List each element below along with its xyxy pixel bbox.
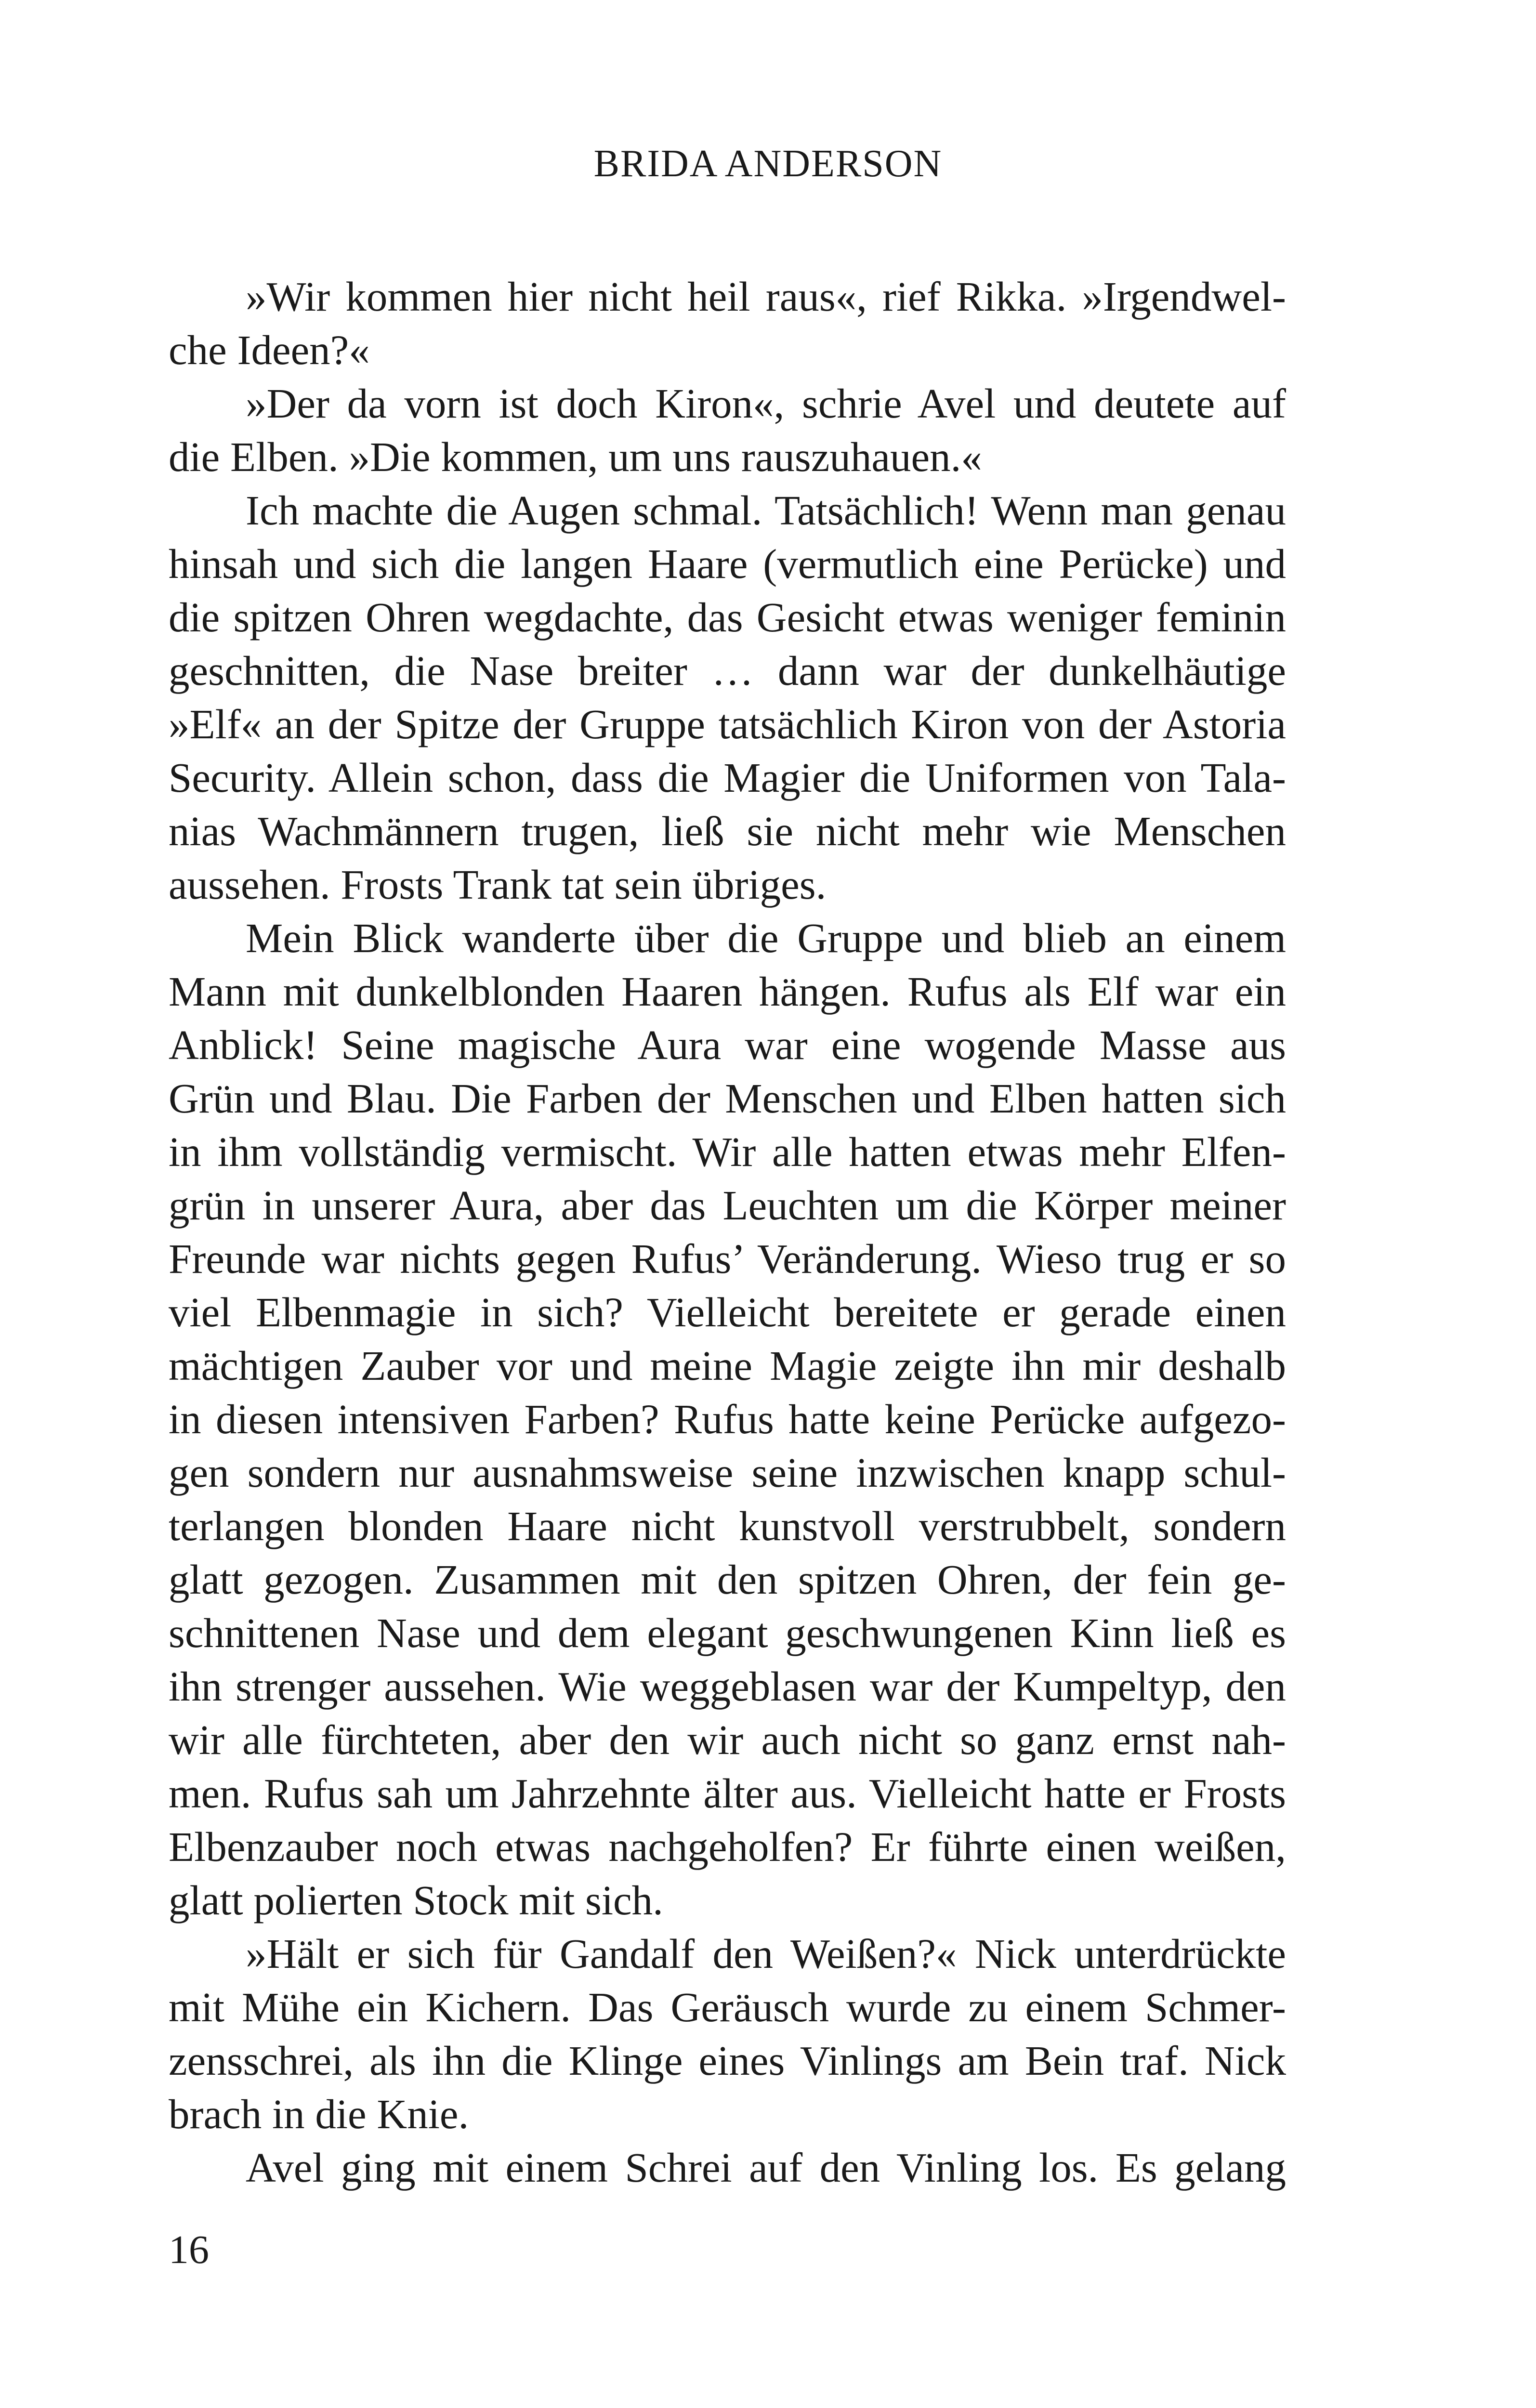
text-line: Avel ging mit einem Schrei auf den Vinling los. Es gelang — [246, 2144, 1286, 2191]
text-line: glatt gezogen. Zusammen mit den spitzen Ohren, der fein ge- — [169, 1556, 1286, 1603]
text-line: ihn strenger aussehen. Wie weggeblasen war der Kumpeltyp, den — [169, 1663, 1286, 1710]
text-line: grün in unserer Aura, aber das Leuchten um die Körper meiner — [169, 1182, 1286, 1229]
text-line: brach in die Knie. — [169, 2091, 469, 2137]
text-line: mit Mühe ein Kichern. Das Geräusch wurde zu einem Schmer- — [169, 1984, 1286, 2030]
text-line: men. Rufus sah um Jahrzehnte älter aus. Vielleicht hatte er Frosts — [169, 1770, 1286, 1817]
text-line: mächtigen Zauber vor und meine Magie zeigte ihn mir deshalb — [169, 1342, 1286, 1389]
text-line: »Der da vorn ist doch Kiron«, schrie Avel und deutete auf — [246, 380, 1286, 427]
text-line: viel Elbenmagie in sich? Vielleicht bereitete er gerade einen — [169, 1289, 1286, 1335]
text-line: glatt polierten Stock mit sich. — [169, 1877, 663, 1924]
body-text — [169, 270, 1286, 2194]
text-line: Freunde war nichts gegen Rufus’ Veränderung. Wieso trug er so — [169, 1235, 1286, 1282]
text-line: Security. Allein schon, dass die Magier die Uniformen von Tala- — [169, 754, 1286, 801]
text-line: zensschrei, als ihn die Klinge eines Vinlings am Bein traf. Nick — [169, 2037, 1286, 2084]
text-line: Anblick! Seine magische Aura war eine wogende Masse aus — [169, 1021, 1286, 1068]
text-line: gen sondern nur ausnahmsweise seine inzwischen knapp schul- — [169, 1449, 1286, 1496]
text-line: nias Wachmännern trugen, ließ sie nicht mehr wie Menschen — [169, 808, 1286, 854]
text-line: Ich machte die Augen schmal. Tatsächlich! Wenn man genau — [246, 487, 1286, 534]
text-line: die Elben. »Die kommen, um uns rauszuhauen.« — [169, 433, 982, 480]
text-line: che Ideen?« — [169, 327, 370, 373]
text-line: schnittenen Nase und dem elegant geschwungenen Kinn ließ es — [169, 1610, 1286, 1656]
text-line: »Hält er sich für Gandalf den Weißen?« Nick unterdrückte — [246, 1930, 1286, 1977]
page-number: 16 — [169, 2227, 209, 2272]
text-line: Grün und Blau. Die Farben der Menschen und Elben hatten sich — [169, 1075, 1286, 1122]
text-line: die spitzen Ohren wegdachte, das Gesicht etwas weniger feminin — [169, 594, 1286, 641]
text-line: Mann mit dunkelblonden Haaren hängen. Rufus als Elf war ein — [169, 968, 1286, 1015]
text-line: Elbenzauber noch etwas nachgeholfen? Er führte einen weißen, — [169, 1823, 1286, 1870]
text-line: Mein Blick wanderte über die Gruppe und blieb an einem — [246, 915, 1286, 961]
text-line: wir alle fürchteten, aber den wir auch nicht so ganz ernst nah- — [169, 1716, 1286, 1763]
text-line: »Wir kommen hier nicht heil raus«, rief Rikka. »Irgendwel- — [246, 273, 1286, 320]
text-line: »Elf« an der Spitze der Gruppe tatsächlich Kiron von der Astoria — [169, 701, 1286, 747]
text-line: in diesen intensiven Farben? Rufus hatte keine Perücke aufgezo- — [169, 1396, 1286, 1442]
running-header: BRIDA ANDERSON — [593, 143, 943, 185]
text-line: terlangen blonden Haare nicht kunstvoll verstrubbelt, sondern — [169, 1503, 1286, 1549]
text-line: in ihm vollständig vermischt. Wir alle hatten etwas mehr Elfen- — [169, 1128, 1286, 1175]
text-line: aussehen. Frosts Trank tat sein übriges. — [169, 861, 827, 908]
text-line: geschnitten, die Nase breiter … dann war der dunkelhäutige — [169, 647, 1286, 694]
text-line: hinsah und sich die langen Haare (vermutlich eine Perücke) und — [169, 540, 1286, 587]
